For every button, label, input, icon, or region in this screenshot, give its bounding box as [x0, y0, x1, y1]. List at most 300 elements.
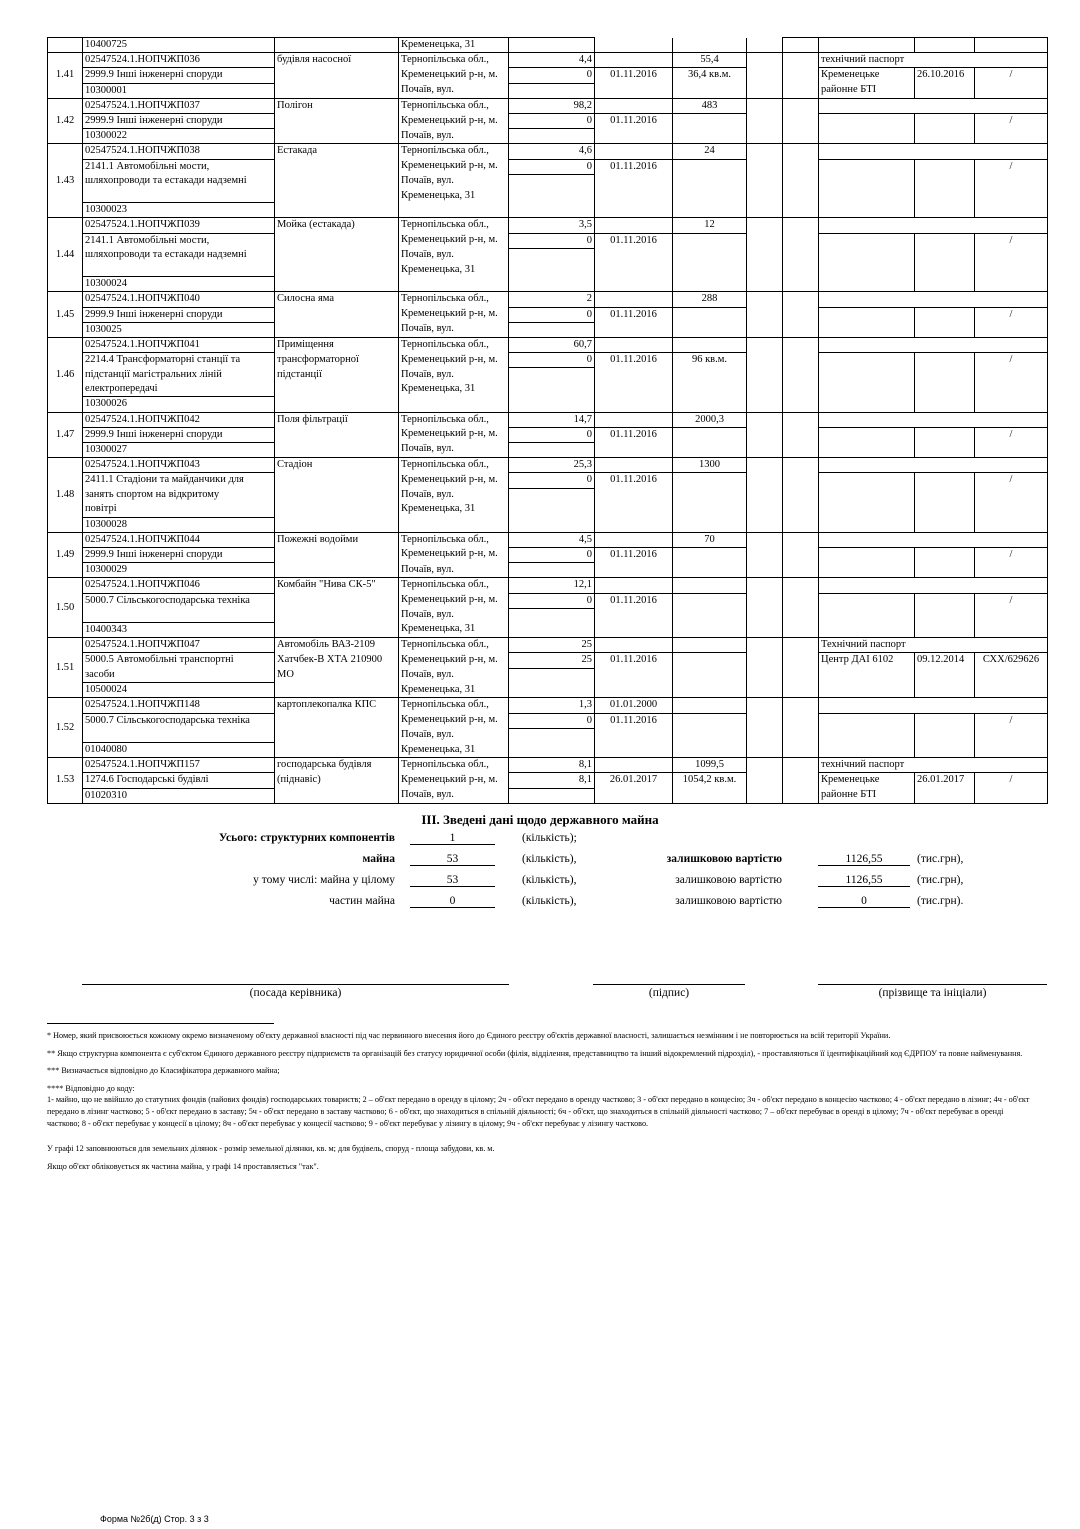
book-value: [509, 622, 595, 637]
code-cell: [783, 277, 819, 292]
item-code: 02547524.1.НОПЧЖП038: [83, 144, 275, 159]
document-date: [915, 277, 975, 292]
date-cell: 01.11.2016: [595, 653, 673, 668]
footnote-rule: [47, 1023, 274, 1024]
document-number: [975, 203, 1048, 218]
item-name: [275, 608, 399, 622]
document-number: /: [975, 473, 1048, 488]
date-cell: 26.01.2017: [595, 773, 673, 788]
document-issuer: [819, 608, 915, 622]
code-cell: [747, 743, 783, 758]
row-number: 1.48: [48, 458, 83, 533]
book-value: 0: [509, 473, 595, 488]
document-issuer: [819, 488, 915, 502]
item-code: [83, 189, 275, 203]
book-value: [509, 683, 595, 698]
area-cell: [673, 263, 747, 277]
parts-residual-label: залишковою вартістю: [675, 895, 782, 907]
code-cell: [783, 233, 819, 248]
document-date: [915, 203, 975, 218]
item-address: Кременецька, 31: [399, 382, 509, 397]
area-cell: [673, 427, 747, 442]
book-value: [509, 728, 595, 742]
item-name: [275, 159, 399, 174]
document-type: [819, 144, 1048, 159]
footnote-1: * Номер, який присвоюється кожному окремо визначеному об'єкту державної власності під час первинного внесення його до Єдиного реєстру об'єктів державної власності, залишається незмінним і не повторюється на всій території України.: [47, 1031, 891, 1040]
item-name: Силосна яма: [275, 292, 399, 307]
table-row: [48, 547, 1048, 562]
document-date: [915, 547, 975, 562]
document-number: [975, 397, 1048, 412]
book-value: [509, 248, 595, 262]
item-name: трансформаторної: [275, 353, 399, 368]
document-number: [975, 683, 1048, 698]
code-cell: [747, 578, 783, 593]
item-address: Тернопільська обл.,: [399, 218, 509, 233]
code-cell: [747, 338, 783, 353]
whole-residual-unit: (тис.грн),: [917, 874, 964, 886]
document-issuer: [819, 502, 915, 517]
book-value: [509, 174, 595, 188]
empty-cell: [595, 38, 673, 53]
signature-caption: (підпис): [648, 987, 690, 999]
item-code: 2141.1 Автомобільні мости,: [83, 159, 275, 174]
item-code: [83, 728, 275, 742]
document-date: [915, 307, 975, 322]
item-name: господарська будівля: [275, 758, 399, 773]
document-number: [975, 263, 1048, 277]
register-table: [47, 37, 1048, 804]
item-address: Тернопільська обл.,: [399, 144, 509, 159]
code-cell: [783, 488, 819, 502]
property-residual-label: залишковою вартістю: [666, 853, 782, 865]
document-issuer: [819, 277, 915, 292]
document-issuer: [819, 728, 915, 742]
form-footer: Форма №2б(д) Стор. 3 з 3: [100, 1514, 209, 1524]
document-date: [915, 683, 975, 698]
item-address: Кременецький р-н, м.: [399, 353, 509, 368]
code-cell: [783, 338, 819, 353]
book-value: 4,4: [509, 53, 595, 68]
item-name: [275, 174, 399, 188]
area-cell: 24: [673, 144, 747, 159]
document-number: [975, 488, 1048, 502]
item-name: [275, 382, 399, 397]
document-number: /: [975, 547, 1048, 562]
item-name: Хатчбек-В ХТА 210900: [275, 653, 399, 668]
row-number: 1.52: [48, 698, 83, 758]
code-cell: [783, 638, 819, 653]
item-address: Тернопільська обл.,: [399, 532, 509, 547]
item-code: 5000.7 Сільськогосподарська техніка: [83, 713, 275, 728]
book-value: [509, 83, 595, 98]
document-number: [975, 608, 1048, 622]
document-number: [975, 83, 1048, 98]
table-row: [48, 203, 1048, 218]
item-name: Приміщення: [275, 338, 399, 353]
book-value: 0: [509, 427, 595, 442]
document-number: /: [975, 713, 1048, 728]
document-number: [975, 517, 1048, 532]
table-row: [48, 114, 1048, 129]
area-cell: 36,4 кв.м.: [673, 68, 747, 83]
item-code: 02547524.1.НОПЧЖП043: [83, 458, 275, 473]
whole-residual-value: 1126,55: [818, 874, 910, 887]
area-cell: [673, 653, 747, 668]
footnote-2: ** Якщо структурна компонента є суб'єктом Єдиного державного реєстру підприємств та організацій без статусу юридичної особи (філія, відділення, представництво та інший відокремлений підрозділ), - проставляються її ідентифікаційний код ЄДРПОУ та повне найменування.: [47, 1048, 1023, 1058]
table-row: [48, 608, 1048, 622]
item-address: Тернопільська обл.,: [399, 758, 509, 773]
item-name: [275, 728, 399, 742]
item-code: 02547524.1.НОПЧЖП157: [83, 758, 275, 773]
row-number: 1.44: [48, 218, 83, 292]
signature-line: [593, 984, 745, 985]
item-address: Кременецька, 31: [399, 38, 509, 53]
table-row: [48, 218, 1048, 233]
date-cell: 01.11.2016: [595, 593, 673, 608]
date-cell: [595, 338, 673, 353]
table-row: [48, 307, 1048, 322]
document-type: [819, 532, 1048, 547]
table-row: [48, 263, 1048, 277]
book-value: 25: [509, 653, 595, 668]
item-code: 10300029: [83, 563, 275, 578]
item-name: картоплекопалка КПС: [275, 698, 399, 713]
table-row: [48, 743, 1048, 758]
item-address: [399, 397, 509, 412]
item-address: Тернопільська обл.,: [399, 412, 509, 427]
document-number: [975, 668, 1048, 683]
item-address: Кременецька, 31: [399, 743, 509, 758]
item-address: Почаїв, вул.: [399, 129, 509, 144]
document-date: [915, 159, 975, 174]
item-code: 02547524.1.НОПЧЖП037: [83, 98, 275, 113]
item-code: 10300001: [83, 83, 275, 98]
total-components-unit: (кількість);: [522, 832, 577, 844]
row-number: 1.46: [48, 338, 83, 413]
item-code: 01040080: [83, 743, 275, 758]
date-cell: [595, 129, 673, 144]
name-caption: (прізвище та ініціали): [878, 987, 987, 999]
document-date: [915, 322, 975, 337]
item-name: [275, 547, 399, 562]
document-number: [975, 382, 1048, 397]
code-cell: [747, 248, 783, 262]
item-name: [275, 307, 399, 322]
book-value: 25,3: [509, 458, 595, 473]
date-cell: 01.11.2016: [595, 353, 673, 368]
document-date: [915, 502, 975, 517]
code-cell: [783, 368, 819, 382]
document-type: [819, 578, 1048, 593]
empty-cell: [975, 38, 1048, 53]
date-cell: [595, 368, 673, 382]
name-signature-line: [818, 984, 1047, 985]
item-name: [275, 502, 399, 517]
date-cell: [595, 638, 673, 653]
code-cell: [747, 563, 783, 578]
item-address: [399, 277, 509, 292]
area-cell: [673, 622, 747, 637]
item-name: [275, 83, 399, 98]
book-value: 1,3: [509, 698, 595, 713]
table-row: [48, 53, 1048, 68]
item-code: 2999.9 Інші інженерні споруди: [83, 68, 275, 83]
item-code: шляхопроводи та естакади надземні: [83, 174, 275, 188]
area-cell: [673, 307, 747, 322]
document-type: технічний паспорт: [819, 758, 1048, 773]
item-code: шляхопроводи та естакади надземні: [83, 248, 275, 262]
document-issuer: [819, 353, 915, 368]
date-cell: [595, 277, 673, 292]
row-number: 1.43: [48, 144, 83, 218]
item-address: Кременецька, 31: [399, 189, 509, 203]
document-issuer: [819, 547, 915, 562]
item-address: Кременецька, 31: [399, 683, 509, 698]
date-cell: [595, 189, 673, 203]
item-code: 10300026: [83, 397, 275, 412]
code-cell: [747, 653, 783, 668]
document-date: [915, 622, 975, 637]
code-cell: [783, 668, 819, 683]
code-cell: [783, 502, 819, 517]
document-issuer: [819, 159, 915, 174]
document-issuer: [819, 563, 915, 578]
date-cell: [595, 502, 673, 517]
document-date: [915, 743, 975, 758]
code-cell: [747, 263, 783, 277]
document-date: [915, 83, 975, 98]
item-address: Кременецький р-н, м.: [399, 593, 509, 608]
book-value: 60,7: [509, 338, 595, 353]
book-value: 14,7: [509, 412, 595, 427]
row-number: 1.42: [48, 98, 83, 144]
row-number: 1.51: [48, 638, 83, 698]
document-issuer: [819, 307, 915, 322]
code-cell: [747, 502, 783, 517]
document-issuer: [819, 713, 915, 728]
code-cell: [747, 622, 783, 637]
item-name: Полігон: [275, 98, 399, 113]
property-register-table: [47, 37, 1047, 804]
book-value: [509, 397, 595, 412]
date-cell: [595, 442, 673, 457]
code-cell: [747, 83, 783, 98]
area-cell: 96 кв.м.: [673, 353, 747, 368]
table-row: [48, 68, 1048, 83]
item-name: [275, 427, 399, 442]
area-cell: 12: [673, 218, 747, 233]
table-row: [48, 38, 1048, 53]
item-address: Кременецький р-н, м.: [399, 233, 509, 248]
position-caption: (посада керівника): [249, 987, 342, 999]
item-address: Почаїв, вул.: [399, 788, 509, 803]
book-value: [509, 322, 595, 337]
code-cell: [783, 698, 819, 713]
item-name: [275, 322, 399, 337]
area-cell: [673, 203, 747, 218]
table-row: [48, 773, 1048, 788]
item-name: [275, 277, 399, 292]
document-type: [819, 218, 1048, 233]
document-date: [915, 174, 975, 188]
area-cell: [673, 473, 747, 488]
document-number: /: [975, 233, 1048, 248]
area-cell: [673, 233, 747, 248]
code-cell: [747, 218, 783, 233]
area-cell: [673, 593, 747, 608]
item-name: [275, 683, 399, 698]
area-cell: 1300: [673, 458, 747, 473]
item-code: 2999.9 Інші інженерні споруди: [83, 307, 275, 322]
date-cell: [595, 98, 673, 113]
area-cell: [673, 728, 747, 742]
document-date: [915, 788, 975, 803]
book-value: [509, 788, 595, 803]
item-address: Кременецький р-н, м.: [399, 547, 509, 562]
document-number: [975, 368, 1048, 382]
area-cell: [673, 174, 747, 188]
item-name: [275, 473, 399, 488]
code-cell: [783, 728, 819, 742]
document-date: [915, 608, 975, 622]
code-cell: [783, 218, 819, 233]
area-cell: [673, 338, 747, 353]
code-cell: [747, 788, 783, 803]
code-cell: [747, 397, 783, 412]
item-name: [275, 233, 399, 248]
area-cell: [673, 683, 747, 698]
item-address: Тернопільська обл.,: [399, 458, 509, 473]
book-value: [509, 38, 595, 53]
item-address: [399, 203, 509, 218]
document-date: [915, 427, 975, 442]
item-code: 5000.7 Сільськогосподарська техніка: [83, 593, 275, 608]
item-code: повітрі: [83, 502, 275, 517]
table-row: [48, 353, 1048, 368]
item-code: 2999.9 Інші інженерні споруди: [83, 547, 275, 562]
item-name: [275, 114, 399, 129]
document-date: [915, 353, 975, 368]
document-number: /: [975, 159, 1048, 174]
document-date: 26.01.2017: [915, 773, 975, 788]
area-cell: [673, 277, 747, 292]
table-row: [48, 758, 1048, 773]
item-address: Почаїв, вул.: [399, 174, 509, 188]
document-number: СХХ/629626: [975, 653, 1048, 668]
document-issuer: [819, 368, 915, 382]
area-cell: [673, 713, 747, 728]
whole-property-label: у тому числі: майна у цілому: [253, 874, 395, 886]
item-code: 02547524.1.НОПЧЖП041: [83, 338, 275, 353]
area-cell: [673, 442, 747, 457]
code-cell: [747, 683, 783, 698]
code-cell: [783, 788, 819, 803]
document-date: [915, 233, 975, 248]
code-cell: [783, 353, 819, 368]
document-type: [819, 338, 1048, 353]
document-number: [975, 563, 1048, 578]
date-cell: [595, 382, 673, 397]
item-code: 10300023: [83, 203, 275, 218]
date-cell: [595, 144, 673, 159]
code-cell: [783, 622, 819, 637]
area-cell: 2000,3: [673, 412, 747, 427]
table-row: [48, 683, 1048, 698]
whole-property-value: 53: [410, 874, 495, 887]
empty-cell: [783, 38, 819, 53]
property-count-label: майна: [362, 853, 395, 865]
book-value: 0: [509, 307, 595, 322]
code-cell: [783, 307, 819, 322]
document-date: 09.12.2014: [915, 653, 975, 668]
area-cell: [673, 189, 747, 203]
item-name: Пожежні водойми: [275, 532, 399, 547]
book-value: [509, 382, 595, 397]
total-components-label: Усього: структурних компонентів: [218, 832, 395, 844]
item-address: Кременецька, 31: [399, 263, 509, 277]
table-row: [48, 532, 1048, 547]
date-cell: 01.01.2000: [595, 698, 673, 713]
item-code: 10500024: [83, 683, 275, 698]
area-cell: [673, 322, 747, 337]
whole-property-unit: (кількість),: [522, 874, 577, 886]
document-number: /: [975, 307, 1048, 322]
date-cell: [595, 397, 673, 412]
table-row: [48, 129, 1048, 144]
code-cell: [783, 189, 819, 203]
book-value: [509, 608, 595, 622]
document-date: [915, 382, 975, 397]
date-cell: [595, 532, 673, 547]
code-cell: [783, 473, 819, 488]
code-cell: [747, 442, 783, 457]
code-cell: [783, 203, 819, 218]
area-cell: [673, 159, 747, 174]
document-type: Технічний паспорт: [819, 638, 1048, 653]
date-cell: [595, 218, 673, 233]
item-address: Почаїв, вул.: [399, 248, 509, 262]
document-date: [915, 473, 975, 488]
document-issuer: [819, 442, 915, 457]
document-issuer: [819, 129, 915, 144]
code-cell: [747, 412, 783, 427]
item-address: Тернопільська обл.,: [399, 292, 509, 307]
item-address: Тернопільська обл.,: [399, 98, 509, 113]
item-code: 10300028: [83, 517, 275, 532]
date-cell: 01.11.2016: [595, 159, 673, 174]
item-name: [275, 563, 399, 578]
code-cell: [747, 322, 783, 337]
item-name: [275, 743, 399, 758]
code-cell: [783, 382, 819, 397]
row-number: 1.49: [48, 532, 83, 578]
document-number: [975, 248, 1048, 262]
code-cell: [747, 427, 783, 442]
footnote-3: *** Визначається відповідно до Класифікатора державного майна;: [47, 1066, 280, 1076]
item-name: Стадіон: [275, 458, 399, 473]
document-issuer: районне БТІ: [819, 83, 915, 98]
date-cell: 01.11.2016: [595, 547, 673, 562]
document-number: /: [975, 593, 1048, 608]
document-issuer: [819, 473, 915, 488]
item-address: Почаїв, вул.: [399, 608, 509, 622]
document-date: [915, 129, 975, 144]
document-type: [819, 292, 1048, 307]
code-cell: [783, 653, 819, 668]
code-cell: [747, 189, 783, 203]
item-name: [275, 517, 399, 532]
